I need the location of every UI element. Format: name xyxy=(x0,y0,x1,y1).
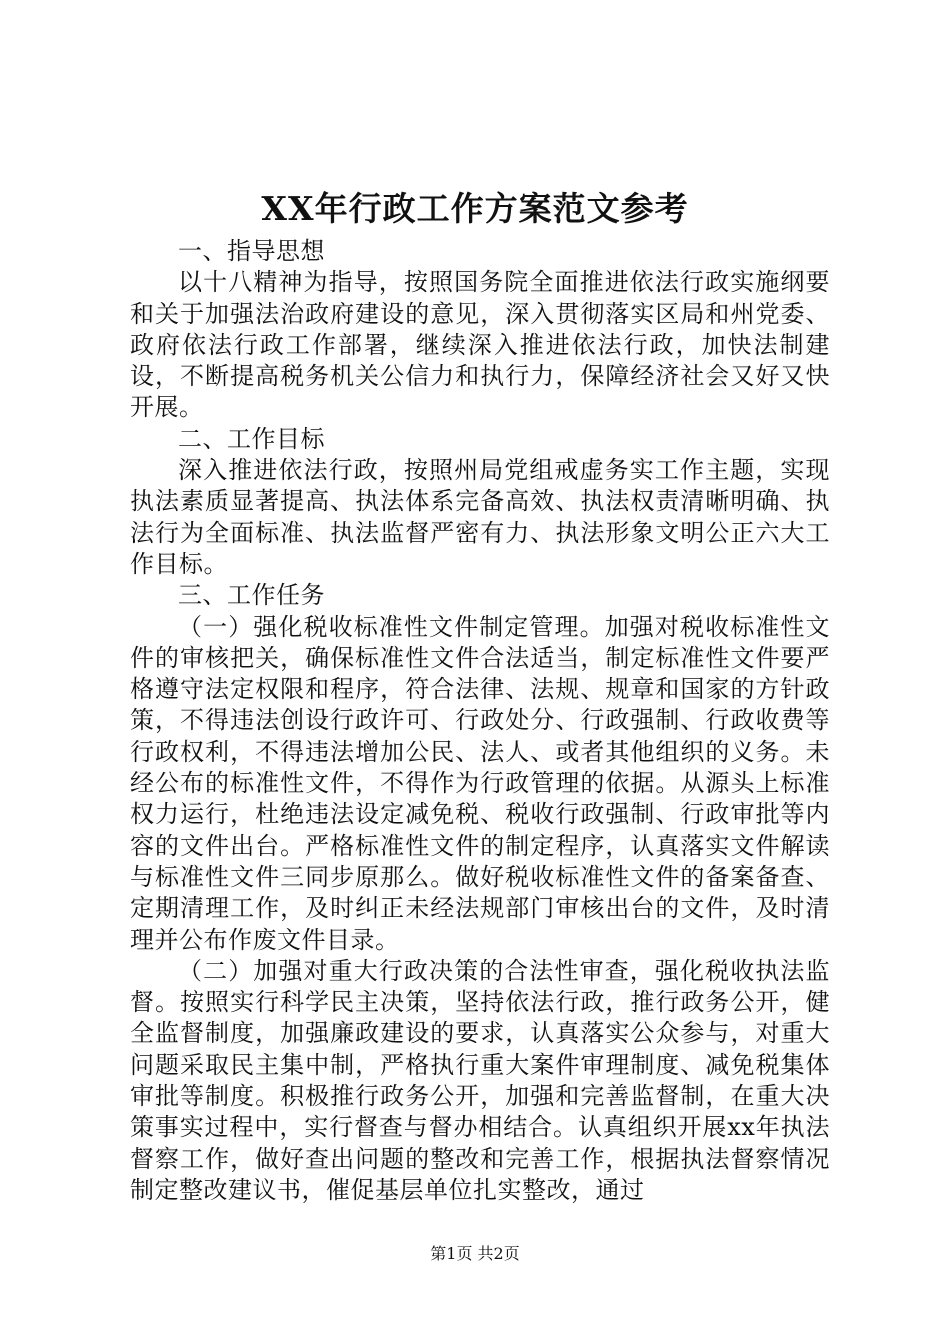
paragraph-guiding-ideology: 以十八精神为指导，按照国务院全面推进依法行政实施纲要和关于加强法治政府建设的意见，深入贯彻落实区局和州党委、政府依法行政工作部署，继续深入推进依法行政，加快法制建设，不断提高税务机关公信力和执行力，保障经济社会又好又快开展。 xyxy=(130,268,830,422)
paragraph-task-two: （二）加强对重大行政决策的合法性审查，强化税收执法监督。按照实行科学民主决策，坚持依法行政，推行政务公开，健全监督制度，加强廉政建设的要求，认真落实公众参与，对重大问题采取民主集中制，严格执行重大案件审理制度、减免税集体审批等制度。积极推行政务公开，加强和完善监督制，在重大决策事实过程中，实行督查与督办相结合。认真组织开展xx年执法督察工作，做好查出问题的整改和完善工作，根据执法督察情况制定整改建议书，催促基层单位扎实整改，通过 xyxy=(130,956,830,1204)
section-heading-guiding-ideology: 一、指导思想 xyxy=(178,237,325,265)
paragraph-task-one: （一）强化税收标准性文件制定管理。加强对税收标准性文件的审核把关，确保标准性文件合法适当，制定标准性文件要严格遵守法定权限和程序，符合法律、法规、规章和国家的方针政策，不得违法创设行政许可、行政处分、行政强制、行政收费等行政权利，不得违法增加公民、法人、或者其他组织的义务。未经公布的标准性文件，不得作为行政管理的依据。从源头上标准权力运行，杜绝违法设定减免税、税收行政强制、行政审批等内容的文件出台。严格标准性文件的制定程序，认真落实文件解读与标准性文件三同步原那么。做好税收标准性文件的备案备查、定期清理工作，及时纠正未经法规部门审核出台的文件，及时清理并公布作废文件目录。 xyxy=(130,612,830,954)
document-body xyxy=(130,236,830,1206)
page-number-footer: 第1页 共2页 xyxy=(430,1244,520,1263)
section-heading-work-tasks: 三、工作任务 xyxy=(178,581,325,610)
document-title: XX年行政工作方案范文参考 xyxy=(261,189,689,228)
paragraph-work-goals: 深入推进依法行政，按照州局党组戒虚务实工作主题，实现执法素质显著提高、执法体系完备高效、执法权责清晰明确、执法行为全面标准、执法监督严密有力、执法形象文明公正六大工作目标。 xyxy=(130,456,830,578)
section-heading-work-goals: 二、工作目标 xyxy=(178,424,325,453)
